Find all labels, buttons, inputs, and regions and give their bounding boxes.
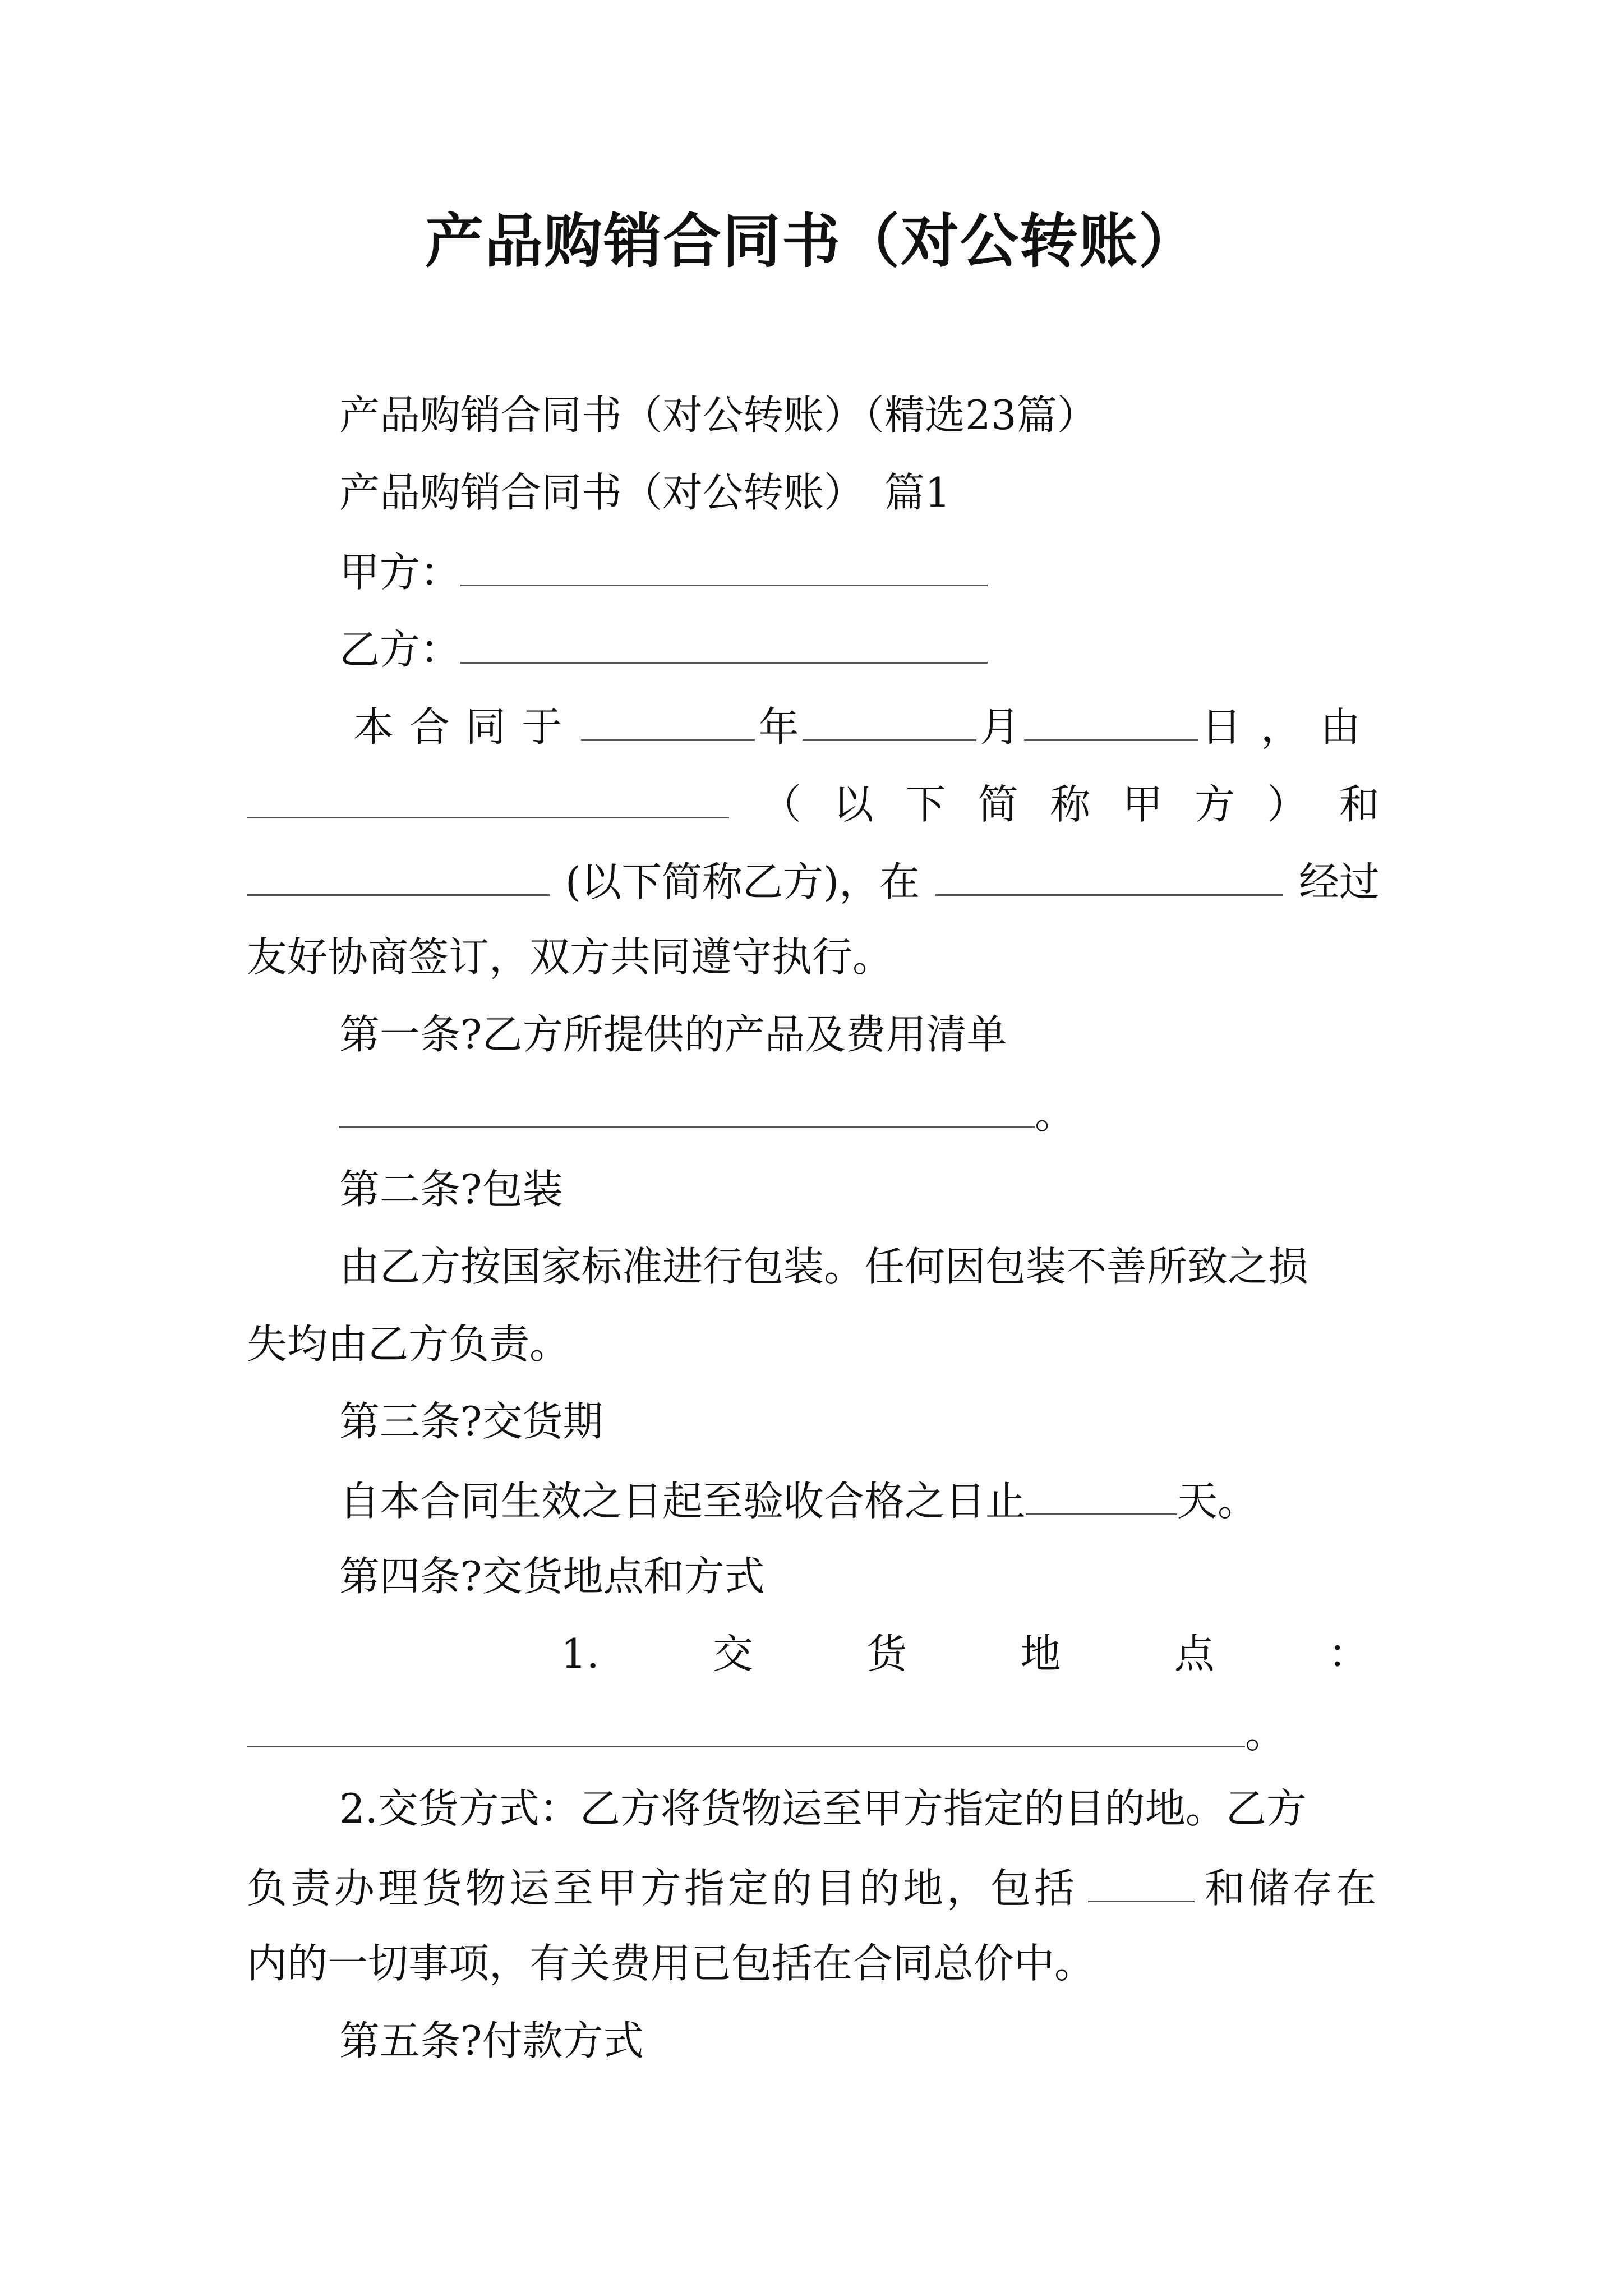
year-label: 年 bbox=[758, 703, 799, 751]
party-b-label: 乙方： bbox=[339, 626, 461, 673]
paragraph-line: 由乙方按国家标准进行包装。任何因包装不善所致之损 bbox=[339, 1243, 1309, 1290]
delivery-method-text: 负责办理货物运至甲方指定的目的地，包括 bbox=[247, 1865, 1078, 1912]
party-b-abbr-line bbox=[247, 852, 1380, 910]
paragraph-line: 2.交货方式：乙方将货物运至甲方指定的目的地。乙方 bbox=[339, 1785, 1307, 1832]
month-label: 月 bbox=[980, 703, 1021, 751]
party-b-abbr-text: (以下简称乙方)，在 bbox=[565, 858, 920, 905]
char: （ bbox=[760, 781, 801, 828]
char: 交 bbox=[712, 1630, 753, 1677]
day-label: 日，由 bbox=[1201, 703, 1380, 751]
year-blank bbox=[581, 697, 755, 741]
included-item-blank bbox=[1088, 1858, 1195, 1902]
article-1-blank-line bbox=[339, 1084, 1075, 1142]
char: 货 bbox=[866, 1630, 907, 1677]
period: 。 bbox=[1035, 1091, 1076, 1138]
article-1-heading: 第一条?乙方所提供的产品及费用清单 bbox=[339, 1011, 1007, 1058]
days-blank bbox=[1026, 1471, 1177, 1515]
month-blank bbox=[803, 697, 976, 741]
char: 以 bbox=[833, 781, 874, 828]
char: 和 bbox=[1339, 781, 1380, 828]
date-intro: 本合同于 bbox=[353, 703, 578, 751]
delivery-place-blank-line bbox=[247, 1703, 1285, 1761]
days-label: 天。 bbox=[1177, 1478, 1258, 1525]
delivery-period-line bbox=[339, 1471, 1258, 1529]
party-a-blank bbox=[460, 542, 988, 586]
delivery-place-line bbox=[561, 1626, 1368, 1682]
char: ） bbox=[1266, 781, 1307, 828]
char: 甲 bbox=[1122, 781, 1163, 828]
period: 。 bbox=[1245, 1710, 1286, 1757]
delivery-place-blank bbox=[247, 1703, 1245, 1747]
char: 方 bbox=[1195, 781, 1235, 828]
paragraph-line: 友好协商签订，双方共同遵守执行。 bbox=[247, 933, 893, 981]
party-b-line bbox=[339, 619, 988, 678]
party-b-name-blank bbox=[247, 852, 550, 896]
char: 下 bbox=[905, 781, 946, 828]
article-2-heading: 第二条?包装 bbox=[339, 1166, 563, 1213]
char: 地 bbox=[1020, 1630, 1061, 1677]
subtitle-line: 产品购销合同书（对公转账）（精选23篇） bbox=[339, 392, 1098, 439]
paragraph-line: 失均由乙方负责。 bbox=[247, 1320, 570, 1368]
char: 简 bbox=[978, 781, 1018, 828]
article-4-heading: 第四条?交货地点和方式 bbox=[339, 1553, 765, 1600]
party-a-line bbox=[339, 542, 988, 600]
char: 1. bbox=[561, 1630, 600, 1677]
paragraph-line: 内的一切事项，有关费用已包括在合同总价中。 bbox=[247, 1940, 1095, 1987]
party-a-abbr-line bbox=[247, 774, 1380, 832]
day-blank bbox=[1024, 697, 1198, 741]
char: 点 bbox=[1174, 1630, 1215, 1677]
char: ： bbox=[1327, 1630, 1368, 1677]
party-a-name-blank bbox=[247, 774, 729, 818]
sign-place-blank bbox=[935, 852, 1283, 896]
delivery-method-line bbox=[247, 1858, 1380, 1916]
delivery-period-text: 自本合同生效之日起至验收合格之日止 bbox=[339, 1478, 1026, 1525]
sign-place-suffix: 经过 bbox=[1298, 858, 1380, 905]
article-5-heading: 第五条?付款方式 bbox=[339, 2017, 644, 2064]
contract-date-line bbox=[353, 697, 1380, 755]
party-a-label: 甲方： bbox=[339, 549, 461, 596]
document-title: 产品购销合同书（对公转账） bbox=[425, 206, 1198, 275]
delivery-method-suffix: 和储存在 bbox=[1204, 1865, 1380, 1912]
article-3-heading: 第三条?交货期 bbox=[339, 1398, 603, 1445]
product-list-blank bbox=[339, 1084, 1035, 1128]
char: 称 bbox=[1050, 781, 1091, 828]
section-heading: 产品购销合同书（对公转账） 篇1 bbox=[339, 469, 951, 516]
party-b-blank bbox=[460, 619, 988, 664]
